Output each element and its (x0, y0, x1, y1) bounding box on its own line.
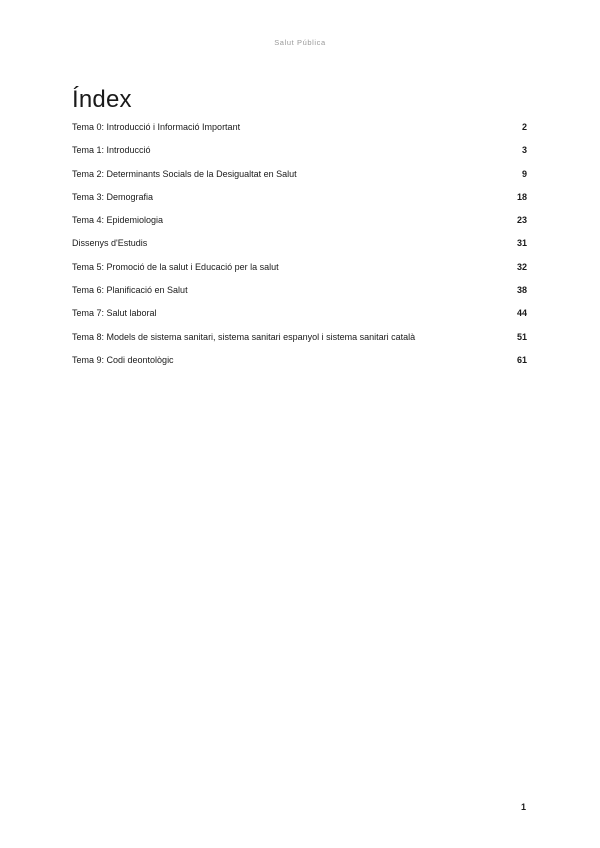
toc-entry-page: 2 (521, 122, 527, 132)
toc-entry-page: 61 (516, 354, 527, 365)
toc-entry-tema-3[interactable] (72, 192, 527, 215)
table-of-contents (72, 122, 527, 378)
toc-entry-tema-1[interactable] (72, 145, 527, 168)
page-title: Índex (72, 86, 132, 114)
toc-entry-label: Tema 4: Epidemiologia (72, 215, 164, 226)
toc-entry-label: Tema 9: Codi deontològic (72, 354, 174, 365)
toc-entry-tema-4[interactable] (72, 215, 527, 238)
toc-entry-label: Tema 7: Salut laboral (72, 308, 157, 319)
toc-entry-page: 51 (516, 331, 527, 342)
toc-entry-page: 3 (521, 145, 527, 156)
toc-entry-tema-7[interactable] (72, 308, 527, 331)
toc-entry-page: 44 (516, 308, 527, 319)
toc-entry-label: Tema 8: Models de sistema sanitari, sistema sanitari espanyol i sistema sanitari català (72, 331, 416, 342)
toc-entry-page: 32 (516, 261, 527, 272)
toc-entry-label: Tema 1: Introducció (72, 145, 151, 156)
toc-entry-tema-0[interactable] (72, 122, 527, 145)
running-header: Salut Pública (274, 38, 326, 47)
toc-entry-label: Dissenys d'Estudis (72, 238, 148, 249)
toc-entry-page: 18 (516, 191, 527, 202)
toc-entry-tema-6[interactable] (72, 285, 527, 308)
toc-entry-label: Tema 0: Introducció i Informació Important (72, 122, 241, 132)
toc-entry-tema-5[interactable] (72, 262, 527, 285)
toc-entry-tema-2[interactable] (72, 169, 527, 192)
toc-entry-tema-8[interactable] (72, 332, 527, 355)
toc-entry-page: 38 (516, 285, 527, 296)
toc-entry-label: Tema 6: Planificació en Salut (72, 285, 188, 296)
toc-entry-label: Tema 5: Promoció de la salut i Educació per la salut (72, 261, 279, 272)
toc-entry-label: Tema 2: Determinants Socials de la Desigualtat en Salut (72, 168, 297, 179)
toc-entry-dissenys[interactable] (72, 238, 527, 261)
page-number: 1 (520, 802, 526, 812)
toc-entry-label: Tema 3: Demografia (72, 191, 154, 202)
toc-entry-page: 9 (521, 168, 527, 179)
toc-entry-tema-9[interactable] (72, 355, 527, 378)
toc-entry-page: 23 (516, 215, 527, 226)
toc-entry-page: 31 (516, 238, 527, 249)
